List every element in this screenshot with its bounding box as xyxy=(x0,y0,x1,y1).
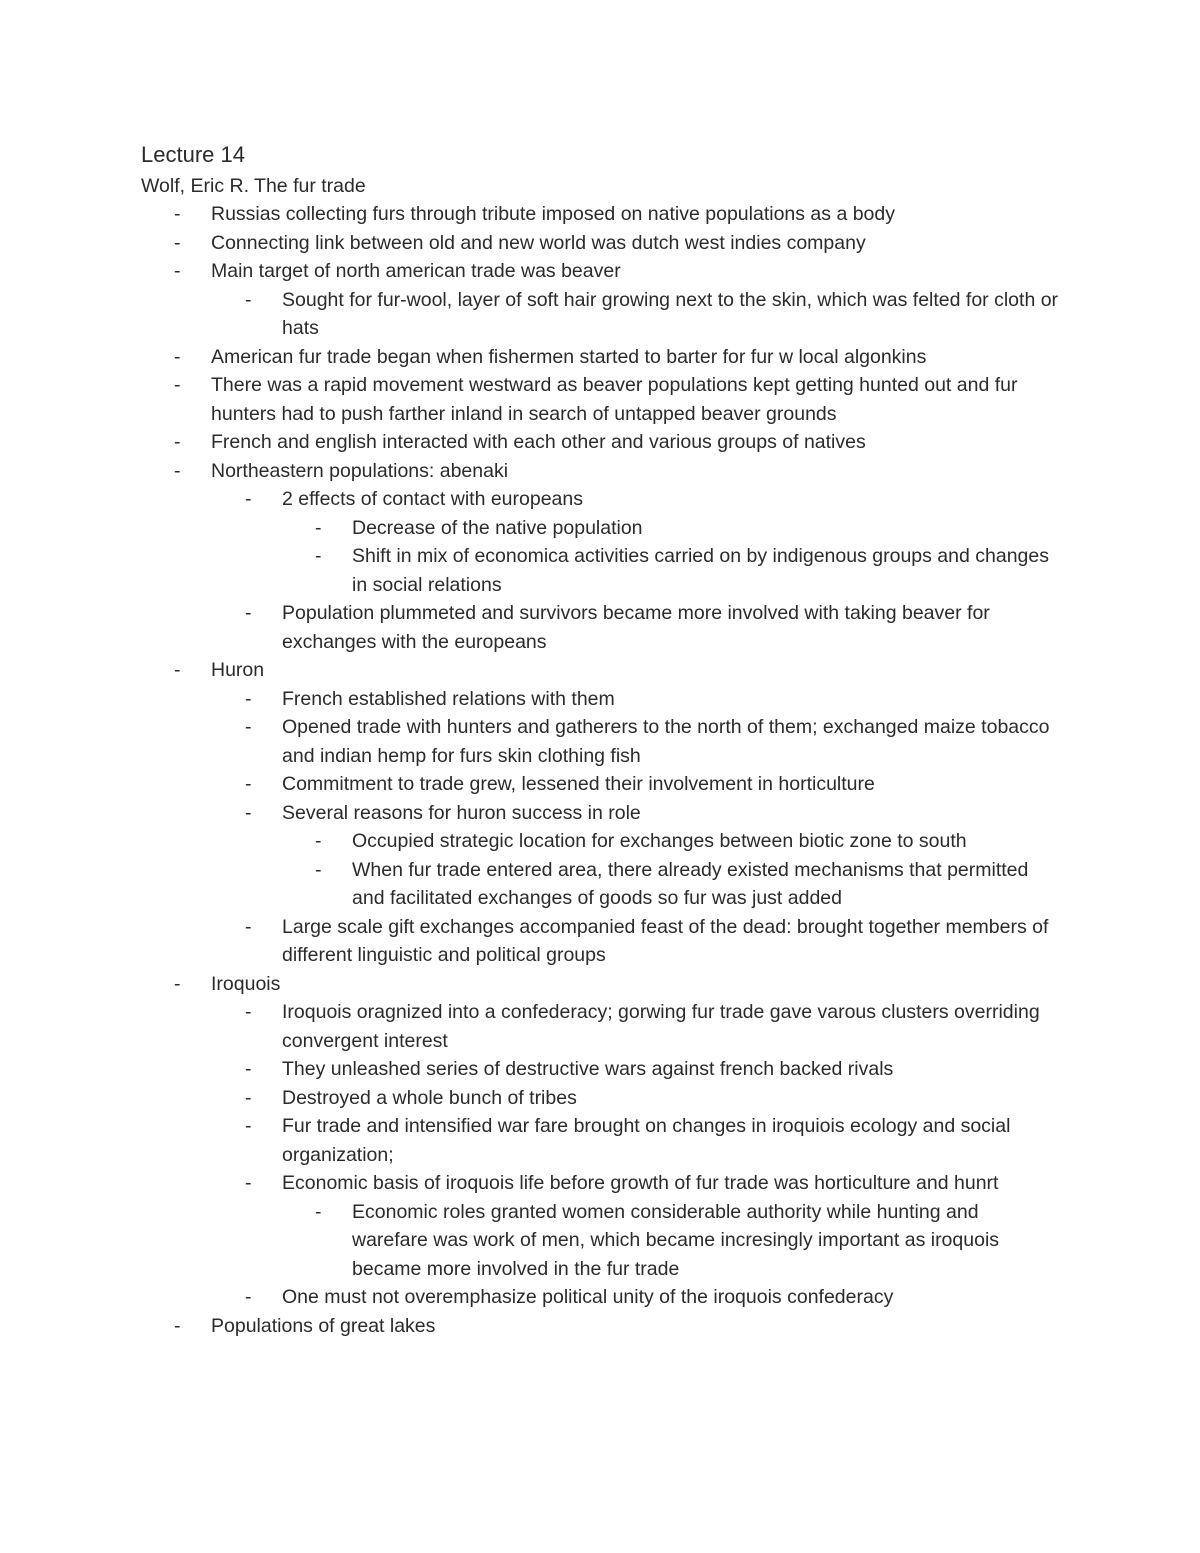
bullet-dash: - xyxy=(174,1314,181,1337)
bullet-dash: - xyxy=(245,1086,252,1109)
list-item-text: Opened trade with hunters and gatherers to the north of them; exchanged maize tobacco and indian hemp for furs skin clothing fish xyxy=(282,716,1050,767)
list-item-text: Populations of great lakes xyxy=(211,1314,436,1337)
list-item-text: Fur trade and intensified war fare brought on changes in iroquiois ecology and social organization; xyxy=(282,1115,1011,1166)
bullet-dash: - xyxy=(245,288,252,311)
bullet-dash: - xyxy=(174,231,181,254)
bullet-dash: - xyxy=(174,203,181,225)
list-item xyxy=(315,1198,1052,1284)
list-item xyxy=(245,713,1062,770)
bullet-dash: - xyxy=(245,1172,252,1194)
list-item-text: Occupied strategic location for exchanges between biotic zone to south xyxy=(352,830,967,852)
list-item-text: French established relations with them xyxy=(282,687,615,710)
list-item xyxy=(245,1283,1062,1312)
bullet-dash: - xyxy=(174,260,181,282)
list-item xyxy=(315,542,1052,599)
bullet-dash: - xyxy=(245,773,252,795)
list-item-text: Economic basis of iroquois life before growth of fur trade was horticulture and hunrt xyxy=(282,1172,999,1194)
list-item-text: Destroyed a whole bunch of tribes xyxy=(282,1086,577,1109)
list-item xyxy=(174,343,1051,372)
list-item-text: One must not overemphasize political unity of the iroquois confederacy xyxy=(282,1286,894,1308)
list-item xyxy=(245,286,1062,343)
bullet-dash: - xyxy=(245,1286,252,1308)
list-item-text: When fur trade entered area, there already existed mechanisms that permitted and facilitated exchanges of goods so fur was just added xyxy=(352,858,1029,909)
list-item xyxy=(245,770,1062,799)
list-item-text: They unleashed series of destructive wars against french backed rivals xyxy=(282,1058,894,1080)
bullet-dash: - xyxy=(174,659,181,681)
list-item-text: Connecting link between old and new world was dutch west indies company xyxy=(211,231,866,254)
bullet-dash: - xyxy=(245,1001,252,1023)
list-item-text: Population plummeted and survivors became more involved with taking beaver for exchanges with the europeans xyxy=(282,602,990,653)
list-item-text: Commitment to trade grew, lessened their involvement in horticulture xyxy=(282,773,875,795)
list-item xyxy=(174,257,1051,286)
source-citation: Wolf, Eric R. The fur trade xyxy=(141,175,366,197)
bullet-dash: - xyxy=(245,687,252,710)
list-item xyxy=(245,1055,1062,1084)
list-item-text: Huron xyxy=(211,659,265,681)
bullet-dash: - xyxy=(315,858,322,881)
bullet-dash: - xyxy=(315,545,322,567)
list-item-text: Iroquois oragnized into a confederacy; gorwing fur trade gave varous clusters overriding convergent interest xyxy=(282,1001,1040,1052)
list-item-text: French and english interacted with each other and various groups of natives xyxy=(211,431,866,453)
bullet-dash: - xyxy=(245,488,252,510)
list-item xyxy=(174,428,1051,457)
bullet-dash: - xyxy=(174,431,181,453)
list-item xyxy=(174,371,1051,428)
page-title: Lecture 14 xyxy=(141,142,245,167)
list-item xyxy=(245,1169,1062,1198)
list-item xyxy=(174,457,1051,486)
list-item xyxy=(245,913,1062,970)
bullet-dash: - xyxy=(174,459,181,482)
list-item-text: There was a rapid movement westward as beaver populations kept getting hunted out and fur hunters had to push farther inland in search of untapped beaver grounds xyxy=(211,374,1018,425)
list-item-text: Economic roles granted women considerable authority while hunting and warefare was work of men, which became incresingly important as iroquois became more involved in the fur trade xyxy=(352,1200,1000,1280)
list-item-text: Sought for fur-wool, layer of soft hair growing next to the skin, which was felted for cloth or hats xyxy=(282,288,1059,339)
list-item xyxy=(174,656,1051,685)
list-item-text: Northeastern populations: abenaki xyxy=(211,459,509,482)
list-item xyxy=(245,599,1062,656)
bullet-dash: - xyxy=(245,1115,252,1137)
list-item xyxy=(174,229,1051,258)
bullet-dash: - xyxy=(174,374,181,396)
list-item xyxy=(174,970,1051,999)
list-item-text: Main target of north american trade was beaver xyxy=(211,260,621,282)
bullet-dash: - xyxy=(315,830,322,852)
list-item-text: Russias collecting furs through tribute imposed on native populations as a body xyxy=(211,203,895,225)
bullet-dash: - xyxy=(315,516,322,539)
list-item xyxy=(245,1084,1062,1113)
list-item xyxy=(315,856,1052,913)
bullet-dash: - xyxy=(245,1058,252,1080)
list-item xyxy=(315,514,1052,543)
bullet-dash: - xyxy=(245,915,252,938)
list-item-text: 2 effects of contact with europeans xyxy=(282,488,583,510)
list-item xyxy=(315,827,1052,856)
bullet-dash: - xyxy=(245,801,252,824)
list-item xyxy=(245,998,1062,1055)
bullet-dash: - xyxy=(315,1200,322,1223)
list-item-text: Shift in mix of economica activities carried on by indigenous groups and changes in social relations xyxy=(352,545,1049,596)
list-item xyxy=(245,799,1062,828)
bullet-dash: - xyxy=(174,972,181,995)
list-item xyxy=(245,685,1062,714)
bullet-dash: - xyxy=(174,345,181,368)
bullet-dash: - xyxy=(245,716,252,738)
list-item-text: Large scale gift exchanges accompanied feast of the dead: brought together members of different linguistic and political groups xyxy=(282,915,1049,966)
list-item-text: Decrease of the native population xyxy=(352,516,643,539)
bullet-dash: - xyxy=(245,602,252,624)
list-item xyxy=(174,1312,1051,1341)
list-item xyxy=(245,1112,1062,1169)
list-item xyxy=(174,200,1051,229)
list-item-text: Several reasons for huron success in role xyxy=(282,801,641,824)
list-item-text: Iroquois xyxy=(211,972,281,995)
list-item xyxy=(245,485,1062,514)
notes-list xyxy=(0,200,1200,1340)
list-item-text: American fur trade began when fishermen started to barter for fur w local algonkins xyxy=(211,345,927,368)
